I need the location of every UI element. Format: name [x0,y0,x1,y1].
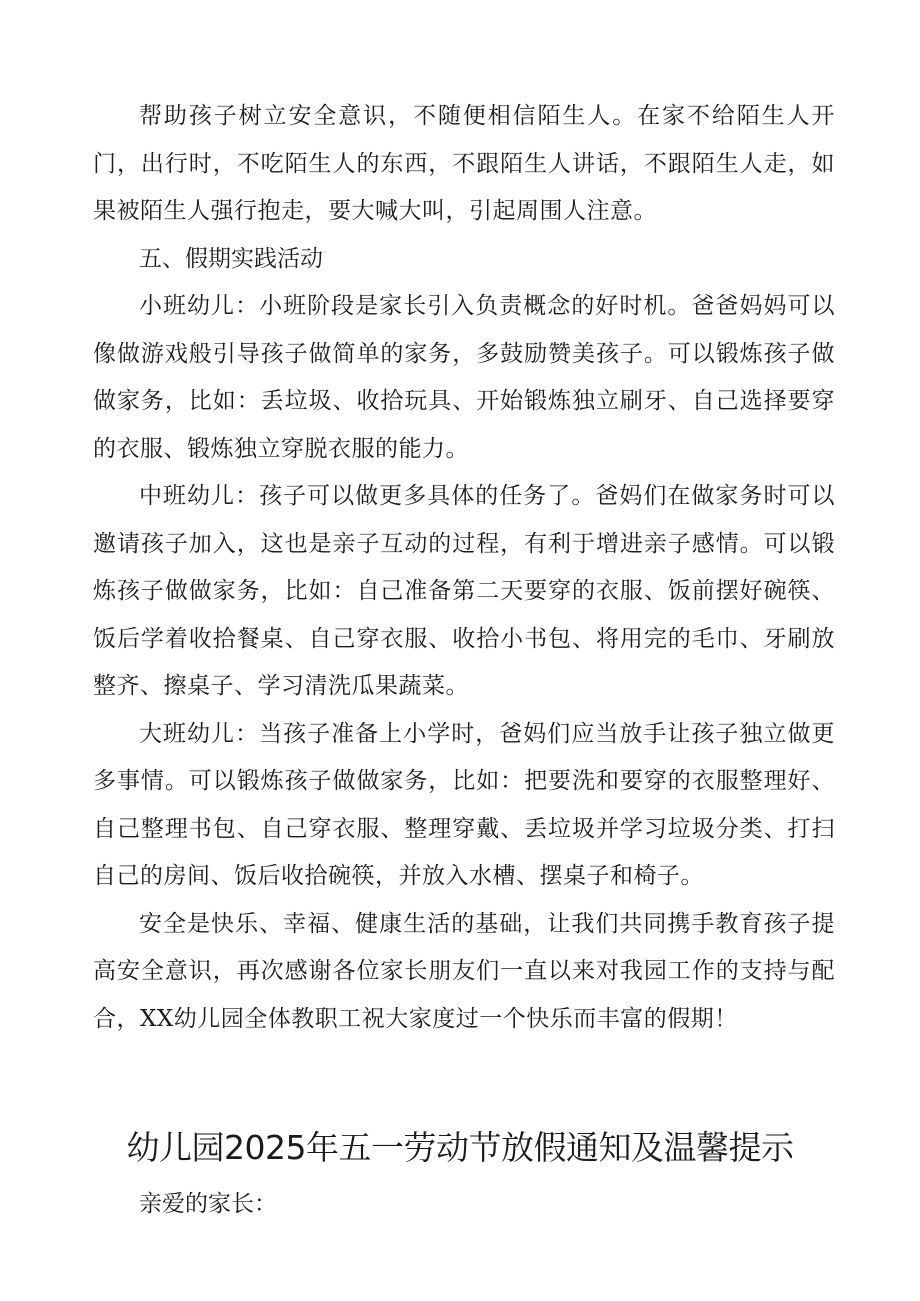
middle-class-paragraph: 中班幼儿：孩子可以做更多具体的任务了。爸妈们在做家务时可以邀请孩子加入，这也是亲子互动的过程，有利于增进亲子感情。可以锻炼孩子做做家务，比如：自己准备第二天要穿的衣服、饭前摆好碗筷、饭后学着收拾餐桌、自己穿衣服、收拾小书包、将用完的毛巾、牙刷放整齐、擦桌子、学习清洗瓜果蔬菜。 [93,483,835,699]
closing-paragraph: 安全是快乐、幸福、健康生活的基础，让我们共同携手教育孩子提高安全意识，再次感谢各位家长朋友们一直以来对我园工作的支持与配合，XX幼儿园全体教职工祝大家度过一个快乐而丰富的假期！ [93,910,835,1032]
salutation: 亲爱的家长： [139,1191,277,1217]
safety-stranger-paragraph: 帮助孩子树立安全意识，不随便相信陌生人。在家不给陌生人开门，出行时，不吃陌生人的东西，不跟陌生人讲话，不跟陌生人走，如果被陌生人强行抱走，要大喊大叫，引起周围人注意。 [93,103,835,224]
big-class-paragraph: 大班幼儿：当孩子准备上小学时，爸妈们应当放手让孩子独立做更多事情。可以锻炼孩子做做家务，比如：把要洗和要穿的衣服整理好、自己整理书包、自己穿衣服、整理穿戴、丢垃圾并学习垃圾分类、打扫自己的房间、饭后收拾碗筷，并放入水槽、摆桌子和椅子。 [93,720,835,889]
document-body [93,93,835,1043]
section-heading-practice-activities: 五、假期实践活动 [139,245,323,272]
small-class-paragraph: 小班幼儿：小班阶段是家长引入负责概念的好时机。爸爸妈妈可以像做游戏般引导孩子做简单的家务，多鼓励赞美孩子。可以锻炼孩子做做家务，比如：丢垃圾、收拾玩具、开始锻炼独立刷牙、自己选择要穿的衣服、锻炼独立穿脱衣服的能力。 [93,293,835,462]
document-title: 幼儿园2025年五一劳动节放假通知及温馨提示 [126,1128,794,1167]
